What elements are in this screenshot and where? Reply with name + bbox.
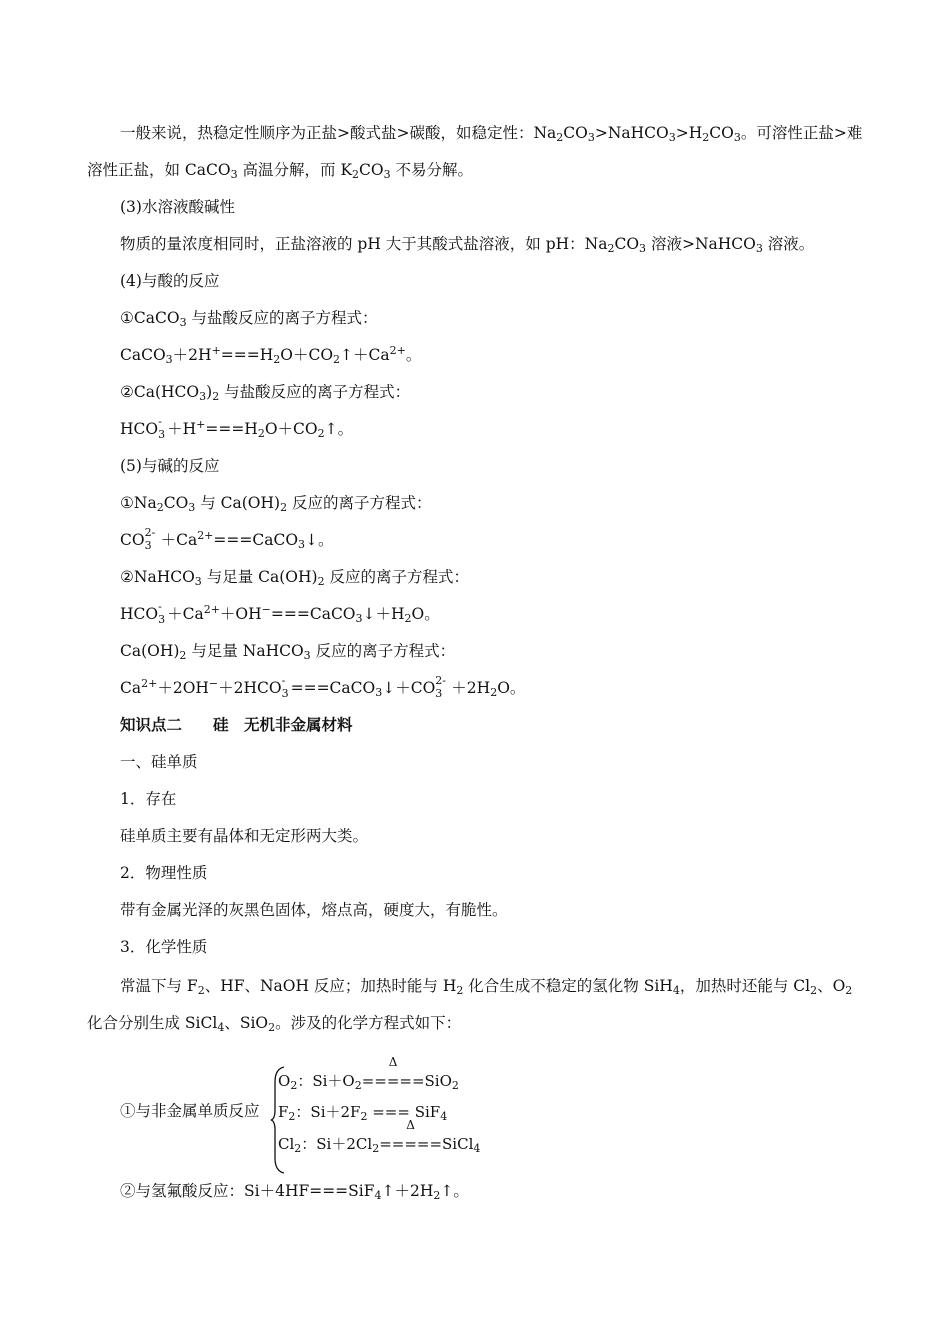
reaction-4-title: ②NaHCO$_3$ 与足量 $Ca(OH)_2$ 反应的离子方程式： (120, 568, 470, 588)
reaction-4-equation: HCO - 3 $+Ca^{2+}+OH^-===CaCO_3↓+H_2O$。 (120, 600, 440, 626)
reaction-2-equation: HCO - 3 $+H^+===H_2O+CO_2↑$。 (120, 415, 354, 441)
equation-o2: $O_2$：$Si+O_2$ Δ =====SiO$_2$ (278, 1055, 459, 1092)
equation-f2: $F_2$：$Si+2F_2$ === SiF$_4$ (278, 1103, 448, 1123)
group-label: ①与非金属单质反应 (120, 1102, 260, 1120)
equation-cl2: $Cl_2$：$Si+2Cl_2$ Δ =====SiCl$_4$ (278, 1118, 481, 1155)
heading-acidity: (3)水溶液酸碱性 (120, 198, 235, 216)
section-title: 知识点二 硅 无机非金属材料 (120, 715, 353, 734)
reaction-3-title: $①Na_2CO_3$ 与 $Ca(OH)_2$ 反应的离子方程式： (120, 494, 432, 514)
heat-symbol: Δ (406, 1118, 415, 1132)
heat-symbol: Δ (388, 1055, 398, 1069)
reaction-3-equation: CO 2- 3 $+Ca^{2+}===CaCO_3↓$。 (120, 526, 334, 552)
reaction-5-equation: $Ca^{2+}+2OH^-+2HCO$ - 3 ===CaCO$_3$↓＋CO 2- 3 $+2H_2O$。 (120, 674, 526, 700)
heading-silicon: 一、硅单质 (120, 753, 198, 771)
paragraph-chemical-cont: 化合分别生成 SiCl$_4$、SiO$_2$。涉及的化学方程式如下： (87, 1014, 462, 1034)
paragraph-thermal-stability-cont: 溶性正盐，如 CaCO$_3$ 高温分解，而 $K_2CO_3$ 不易分解。 (87, 161, 474, 181)
reaction-2-title: $②Ca(HCO_3)_2$ 与盐酸反应的离子方程式： (120, 383, 411, 403)
heading-chemical: 3．化学性质 (120, 938, 208, 956)
reaction-1-equation: $CaCO_3+2H^+===H_2O+CO_2↑+Ca^{2+}$。 (120, 344, 422, 366)
reaction-hf: ②与氢氟酸反应：$Si+4HF===SiF_4↑+2H_2↑$。 (120, 1182, 469, 1202)
reaction-5-title: $Ca(OH)_2$ 与足量 NaHCO$_3$ 反应的离子方程式： (120, 642, 456, 662)
text-physical: 带有金属光泽的灰黑色固体，熔点高，硬度大，有脆性。 (120, 901, 508, 919)
heading-base-reaction: (5)与碱的反应 (120, 457, 220, 475)
text-existence: 硅单质主要有晶体和无定形两大类。 (120, 827, 369, 845)
reaction-1-title: ①CaCO$_3$ 与盐酸反应的离子方程式： (120, 309, 378, 329)
heading-physical: 2．物理性质 (120, 864, 208, 882)
heading-existence: 1．存在 (120, 790, 177, 808)
heading-acid-reaction: (4)与酸的反应 (120, 272, 220, 290)
paragraph-thermal-stability: 一般来说，热稳定性顺序为正盐>酸式盐>碳酸，如稳定性：$Na_2CO_3>NaHCO_3>H_2CO_3$。可溶性正盐>难 (120, 124, 863, 144)
paragraph-ph: 物质的量浓度相同时，正盐溶液的 pH 大于其酸式盐溶液，如 pH：$Na_2CO_3$ 溶液>NaHCO$_3$ 溶液。 (120, 235, 815, 255)
paragraph-chemical: 常温下与 $F_2$、HF、NaOH 反应；加热时能与 $H_2$ 化合生成不稳定的氢化物 SiH$_4$，加热时还能与 $Cl_2$、$O_2$ (120, 977, 853, 997)
